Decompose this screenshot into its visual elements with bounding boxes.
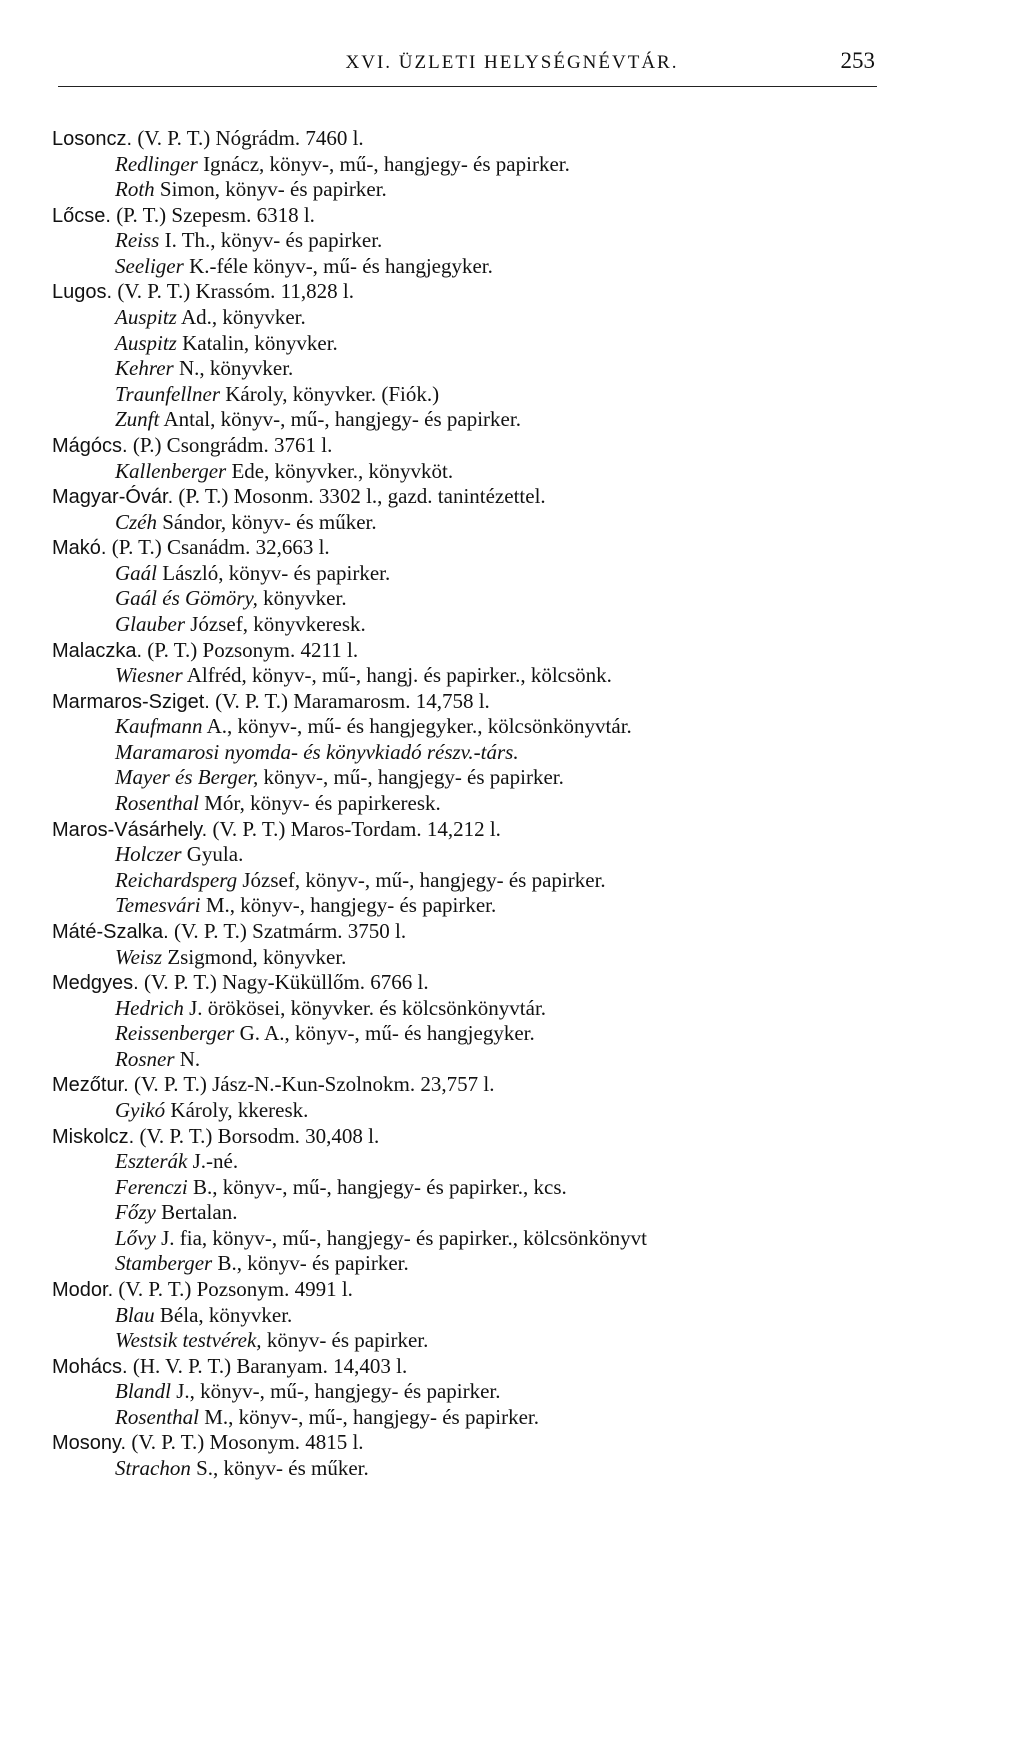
shop-entry: [0, 382, 1024, 408]
shop-details: K.-féle könyv-, mű- és hangjegyker.: [189, 253, 493, 278]
town-details: (P. T.) Csanádm. 32,663 l.: [111, 535, 330, 560]
shop-details: könyv- és papirker.: [266, 1328, 429, 1353]
town-entry: [0, 126, 1024, 152]
shop-details: László, könyv- és papirker.: [162, 560, 391, 585]
shop-entry: [0, 1021, 1024, 1047]
shop-entry: [0, 663, 1024, 689]
town-name: Medgyes.: [52, 972, 139, 995]
town-entry: [0, 817, 1024, 843]
shop-entry: [0, 305, 1024, 331]
owner-name: Blau: [115, 1302, 155, 1327]
shop-entry: [0, 356, 1024, 382]
town-name: Mosony.: [52, 1432, 127, 1455]
town-details: (P. T.) Mosonm. 3302 l., gazd. tanintézettel.: [178, 484, 546, 509]
town-entry: [0, 279, 1024, 305]
page-number: 253: [840, 48, 875, 73]
town-entry: [0, 484, 1024, 510]
owner-name: Auspitz: [115, 330, 177, 355]
owner-name: Traunfellner: [115, 381, 221, 406]
owner-name: Rosenthal: [115, 791, 199, 816]
owner-name: Stamberger: [115, 1251, 213, 1276]
town-details: (V. P. T.) Maros-Tordam. 14,212 l.: [212, 816, 501, 841]
shop-entry: [0, 152, 1024, 178]
owner-name: Temesvári: [115, 893, 201, 918]
owner-name: Kallenberger: [115, 458, 227, 483]
owner-name: Blandl: [115, 1379, 171, 1404]
shop-details: Gyula.: [186, 842, 244, 867]
owner-name: Eszterák: [115, 1149, 188, 1174]
owner-name: Reissenberger: [115, 1021, 235, 1046]
town-details: (V. P. T.) Maramarosm. 14,758 l.: [215, 688, 490, 713]
owner-name: Gaál és Gömöry,: [115, 586, 258, 611]
shop-entry: [0, 1379, 1024, 1405]
town-entry: [0, 689, 1024, 715]
shop-details: József, könyv-, mű-, hangjegy- és papirker.: [242, 867, 606, 892]
shop-entry: [0, 228, 1024, 254]
shop-entry: [0, 1200, 1024, 1226]
town-name: Lőcse.: [52, 204, 111, 227]
shop-details: Béla, könyvker.: [159, 1302, 293, 1327]
shop-details: I. Th., könyv- és papirker.: [164, 228, 383, 253]
shop-entry: [0, 1405, 1024, 1431]
shop-details: Zsigmond, könyvker.: [167, 944, 347, 969]
shop-entry: [0, 765, 1024, 791]
town-name: Máté-Szalka.: [52, 920, 169, 943]
owner-name: Westsik testvérek,: [115, 1328, 262, 1353]
shop-entry: [0, 1456, 1024, 1482]
owner-name: Reiss: [115, 228, 160, 253]
town-entry: [0, 1430, 1024, 1456]
shop-details: Károly, kkeresk.: [170, 1097, 309, 1122]
shop-details: J. örökösei, könyvker. és kölcsönkönyvtár.: [189, 995, 547, 1020]
shop-details: Katalin, könyvker.: [182, 330, 338, 355]
town-entry: [0, 203, 1024, 229]
town-name: Mágócs.: [52, 434, 128, 457]
owner-name: Ferenczi: [115, 1174, 188, 1199]
shop-entry: [0, 612, 1024, 638]
owner-name: Auspitz: [115, 305, 177, 330]
shop-entry: [0, 1303, 1024, 1329]
town-details: (V. P. T.) Nógrádm. 7460 l.: [137, 126, 364, 150]
shop-entry: [0, 1098, 1024, 1124]
owner-name: Glauber: [115, 611, 185, 636]
owner-name: Zunft: [115, 407, 160, 432]
shop-entry: [0, 1149, 1024, 1175]
town-details: (P.) Csongrádm. 3761 l.: [132, 432, 333, 457]
shop-details: József, könyvkeresk.: [190, 611, 366, 636]
town-details: (V. P. T.) Szatmárm. 3750 l.: [173, 918, 407, 943]
town-details: (V. P. T.) Pozsonym. 4991 l.: [118, 1277, 353, 1302]
shop-details: Sándor, könyv- és műker.: [162, 509, 377, 534]
town-entry: [0, 638, 1024, 664]
shop-entry: [0, 561, 1024, 587]
shop-entry: [0, 1175, 1024, 1201]
town-name: Maros-Vásárhely.: [52, 818, 208, 841]
town-name: Miskolcz.: [52, 1125, 135, 1148]
owner-name: Lővy: [115, 1225, 156, 1250]
town-details: (V. P. T.) Mosonym. 4815 l.: [131, 1430, 364, 1455]
shop-details: J., könyv-, mű-, hangjegy- és papirker.: [176, 1379, 501, 1404]
shop-details: S., könyv- és műker.: [196, 1456, 369, 1481]
shop-entry: [0, 331, 1024, 357]
owner-name: Holczer: [115, 842, 182, 867]
shop-details: M., könyv-, mű-, hangjegy- és papirker.: [204, 1404, 540, 1429]
town-name: Lugos.: [52, 281, 113, 304]
shop-entry: [0, 1251, 1024, 1277]
shop-details: J.-né.: [192, 1149, 239, 1174]
owner-name: Főzy: [115, 1200, 156, 1225]
town-entry: [0, 1124, 1024, 1150]
owner-name: Gaál: [115, 560, 157, 585]
shop-details: könyvker.: [263, 586, 347, 611]
owner-name: Gyikó: [115, 1097, 166, 1122]
owner-name: Redlinger: [115, 151, 198, 176]
shop-details: N., könyvker.: [178, 356, 294, 381]
shop-entry: [0, 1226, 1024, 1252]
shop-details: N.: [179, 1046, 201, 1071]
shop-details: Károly, könyvker. (Fiók.): [225, 381, 440, 406]
town-name: Makó.: [52, 537, 107, 560]
owner-name: Kaufmann: [115, 714, 203, 739]
owner-name: Roth: [115, 177, 155, 202]
shop-entry: [0, 177, 1024, 203]
shop-entry: [0, 740, 1024, 766]
shop-details: M., könyv-, hangjegy- és papirker.: [205, 893, 497, 918]
owner-name: Maramarosi nyomda- és könyvkiadó részv.-társ.: [115, 739, 519, 764]
town-details: (P. T.) Szepesm. 6318 l.: [116, 202, 315, 227]
shop-entry: [0, 868, 1024, 894]
shop-details: Bertalan.: [161, 1200, 238, 1225]
shop-entry: [0, 842, 1024, 868]
shop-entry: [0, 791, 1024, 817]
entry-list: [0, 126, 1024, 1482]
town-details: (H. V. P. T.) Baranyam. 14,403 l.: [132, 1353, 408, 1378]
town-details: (V. P. T.) Krassóm. 11,828 l.: [117, 279, 354, 304]
shop-details: Simon, könyv- és papirker.: [159, 177, 387, 202]
owner-name: Rosner: [115, 1046, 175, 1071]
town-details: (V. P. T.) Nagy-Küküllőm. 6766 l.: [143, 970, 429, 995]
shop-entry: [0, 407, 1024, 433]
shop-details: Alfréd, könyv-, mű-, hangj. és papirker., kölcsönk.: [186, 663, 612, 688]
town-name: Losoncz.: [52, 128, 133, 150]
owner-name: Strachon: [115, 1456, 191, 1481]
shop-details: Ede, könyvker., könyvköt.: [231, 458, 454, 483]
shop-details: J. fia, könyv-, mű-, hangjegy- és papirker., kölcsönkönyvt: [161, 1225, 647, 1250]
town-name: Magyar-Óvár.: [52, 486, 174, 509]
shop-entry: [0, 1047, 1024, 1073]
owner-name: Wiesner: [115, 663, 183, 688]
owner-name: Czéh: [115, 509, 157, 534]
shop-details: B., könyv- és papirker.: [217, 1251, 409, 1276]
shop-entry: [0, 459, 1024, 485]
running-head: [0, 46, 1024, 86]
shop-details: Ignácz, könyv-, mű-, hangjegy- és papirker.: [203, 151, 570, 176]
town-name: Modor.: [52, 1279, 114, 1302]
shop-details: Mór, könyv- és papirkeresk.: [204, 791, 441, 816]
town-entry: [0, 919, 1024, 945]
town-name: Mohács.: [52, 1355, 128, 1378]
town-entry: [0, 970, 1024, 996]
owner-name: Rosenthal: [115, 1404, 199, 1429]
shop-details: Antal, könyv-, mű-, hangjegy- és papirker.: [163, 407, 521, 432]
shop-details: G. A., könyv-, mű- és hangjegyker.: [239, 1021, 535, 1046]
town-entry: [0, 433, 1024, 459]
shop-entry: [0, 945, 1024, 971]
shop-details: A., könyv-, mű- és hangjegyker., kölcsönkönyvtár.: [206, 714, 632, 739]
owner-name: Weisz: [115, 944, 163, 969]
town-name: Malaczka.: [52, 639, 143, 662]
shop-entry: [0, 714, 1024, 740]
owner-name: Seeliger: [115, 253, 184, 278]
town-entry: [0, 1277, 1024, 1303]
shop-entry: [0, 996, 1024, 1022]
town-details: (V. P. T.) Borsodm. 30,408 l.: [139, 1123, 380, 1148]
town-entry: [0, 1354, 1024, 1380]
shop-entry: [0, 1328, 1024, 1354]
header-rule: [58, 86, 877, 87]
town-name: Marmaros-Sziget.: [52, 690, 210, 713]
owner-name: Reichardsperg: [115, 867, 238, 892]
shop-entry: [0, 510, 1024, 536]
shop-entry: [0, 254, 1024, 280]
town-entry: [0, 535, 1024, 561]
owner-name: Kehrer: [115, 356, 174, 381]
town-details: (P. T.) Pozsonym. 4211 l.: [147, 637, 359, 662]
shop-entry: [0, 893, 1024, 919]
shop-details: Ad., könyvker.: [180, 305, 306, 330]
owner-name: Hedrich: [115, 995, 184, 1020]
owner-name: Mayer és Berger,: [115, 765, 259, 790]
shop-entry: [0, 586, 1024, 612]
shop-details: B., könyv-, mű-, hangjegy- és papirker., kcs.: [192, 1174, 567, 1199]
running-title: XVI. ÜZLETI HELYSÉGNÉVTÁR.: [345, 52, 679, 73]
shop-details: könyv-, mű-, hangjegy- és papirker.: [263, 765, 564, 790]
town-details: (V. P. T.) Jász-N.-Kun-Szolnokm. 23,757 l.: [133, 1072, 495, 1097]
town-entry: [0, 1072, 1024, 1098]
town-name: Mezőtur.: [52, 1074, 129, 1097]
